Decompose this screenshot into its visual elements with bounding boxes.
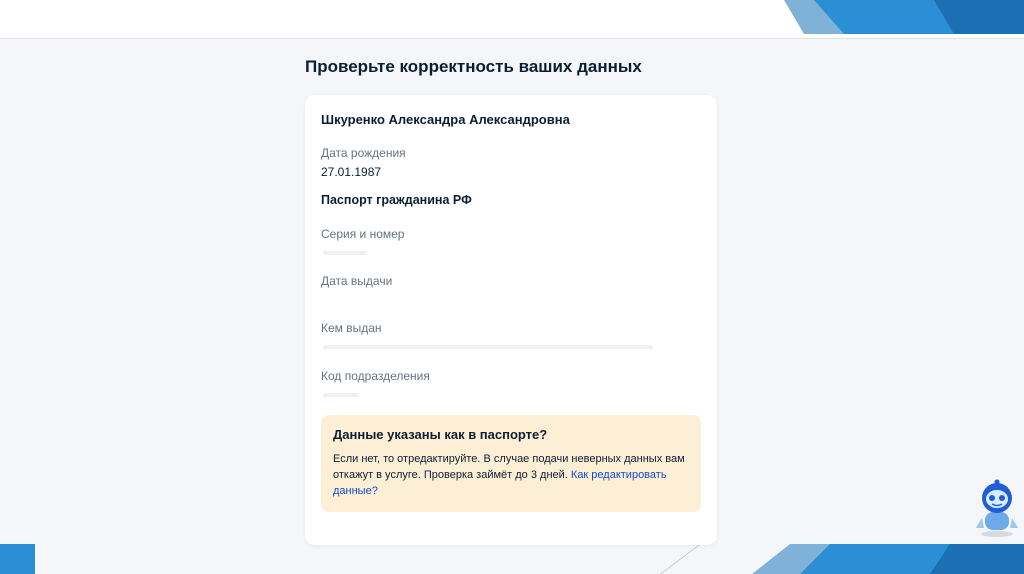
robot-assistant-icon[interactable] (972, 478, 1022, 538)
notice-title: Данные указаны как в паспорте? (333, 427, 548, 442)
birth-date-value: 27.01.1987 (321, 165, 382, 179)
redacted-division-code (323, 393, 359, 397)
issued-by-label: Кем выдан (321, 321, 382, 335)
decorative-stripes-bottom (0, 544, 1024, 574)
birth-date-label: Дата рождения (321, 146, 406, 160)
redacted-issued-by (323, 345, 653, 349)
notice-text (333, 451, 693, 499)
data-card (305, 95, 717, 545)
passport-check-notice (321, 415, 701, 512)
passport-section-title: Паспорт гражданина РФ (321, 193, 472, 207)
page-title: Проверьте корректность ваших данных (305, 57, 642, 76)
series-number-label: Серия и номер (321, 227, 405, 241)
full-name: Шкуренко Александра Александровна (321, 112, 570, 127)
decorative-stripes-top (784, 0, 1024, 34)
how-to-edit-link[interactable]: Как редактировать данные? (333, 469, 667, 497)
division-code-label: Код подразделения (321, 369, 430, 383)
notice-body: Если нет, то отредактируйте. В случае подачи неверных данных вам откажут в услуге. Проверка займёт до 3 дней. (333, 453, 685, 481)
redacted-series-number (323, 251, 367, 255)
issue-date-label: Дата выдачи (321, 274, 393, 288)
